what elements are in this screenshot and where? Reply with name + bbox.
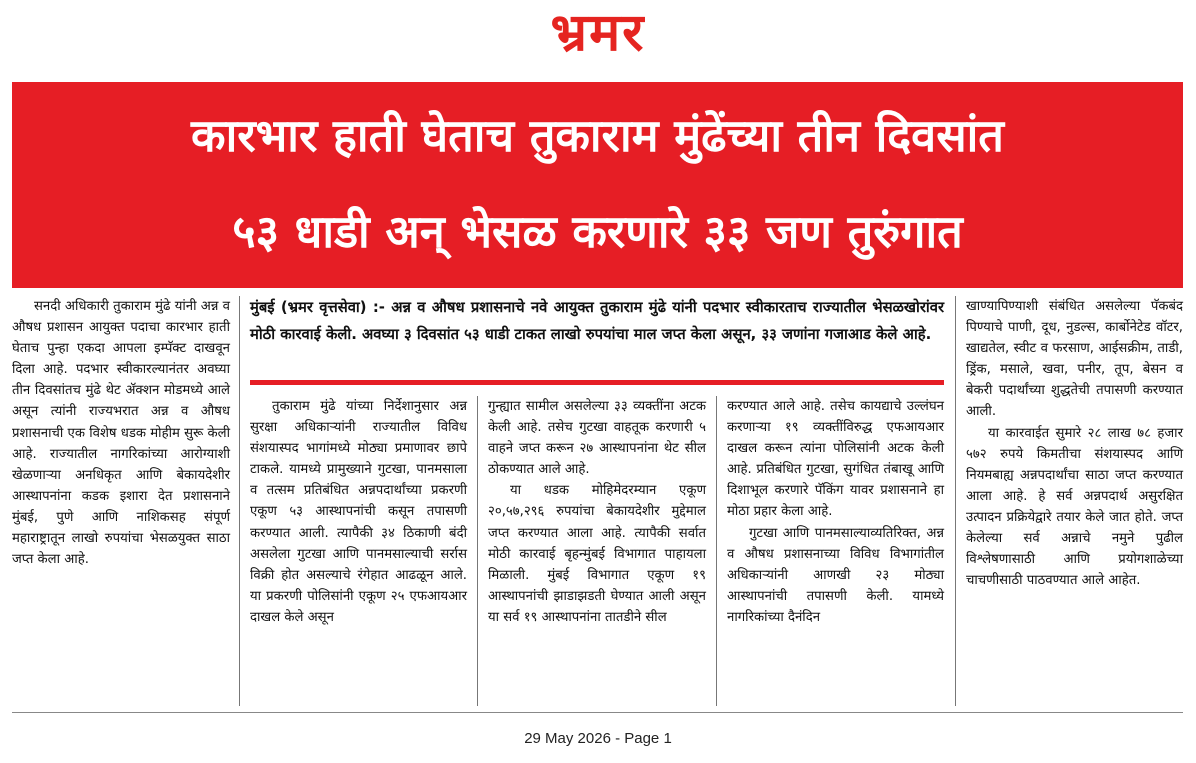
- article-column-1: [12, 296, 230, 570]
- column-3-text-a: गुन्ह्यात सामील असलेल्या ३३ व्यक्तींना अटक केली आहे. तसेच गुटखा वाहतूक करणारी ५ वाहने जप्त करून २७ आस्थापनांना थेट सील ठोकण्यात आले आहे.: [488, 399, 706, 478]
- column-5-text-a: खाण्यापिण्याशी संबंधित असलेल्या पॅकबंद पिण्याचे पाणी, दूध, नुडल्स, कार्बोनेटेड वॉटर, खाद्यतेल, स्वीट व फरसाण, आईसक्रीम, ताडी, ड्रिंक, मसाले, खवा, पनीर, तूप, बेसन व बेकरी पदार्थांच्या शुद्धतेची तपासणी करण्यात आली.: [966, 299, 1183, 420]
- column-3-text-b: या धडक मोहिमेदरम्यान एकूण २०,५७,२९६ रुपयांचा बेकायदेशीर मुद्देमाल जप्त करण्यात आला आहे. त्यापैकी सर्वात मोठी कारवाई बृहन्मुंबई विभागात पाहायला मिळाली. मुंबई विभागात एकूण १९ आस्थापनांची झाडाझडती घेण्यात आली असून या सर्व १९ आस्थापनांना तातडीने सील: [488, 483, 706, 625]
- lead-dateline: मुंबई (भ्रमर वृत्तसेवा) :-: [250, 299, 385, 316]
- column-2-text: तुकाराम मुंढे यांच्या निर्देशानुसार अन्न सुरक्षा अधिकाऱ्यांनी राज्यातील विविध संशयास्पद भागांमध्ये मोठ्या प्रमाणावर छापे टाकले. यामध्ये प्रामुख्याने गुटखा, पानमसाला व तत्सम प्रतिबंधित अन्नपदार्थांच्या प्रकरणी एकूण ५३ आस्थापनांची कसून तपासणी करण्यात आली. त्यापैकी ३४ ठिकाणी बंदी असलेला गुटखा आणि पानमसाल्याची सर्रास विक्री होत असल्याचे रंगेहात आढळून आले. या प्रकरणी पोलिसांनी एकूण २५ एफआयआर दाखल केले असून: [250, 399, 467, 625]
- article-column-3: [488, 396, 706, 628]
- masthead-title: भ्रमर: [550, 3, 646, 63]
- column-divider: [239, 296, 240, 706]
- headline-banner: [12, 82, 1183, 288]
- lead-paragraph: [250, 295, 944, 348]
- lead-text: अन्न व औषध प्रशासनाचे नवे आयुक्त तुकाराम मुंढे यांनी पदभार स्वीकारताच राज्यातील भेसळखोरांवर मोठी कारवाई केली. अवघ्या ३ दिवसांत ५३ धाडी टाकत लाखो रुपयांचा माल जप्त केला असून, ३३ जणांना गजाआड केले आहे.: [250, 299, 944, 343]
- headline-line-1: कारभार हाती घेताच तुकाराम मुंढेंच्या तीन दिवसांत: [191, 109, 1004, 162]
- article-column-2: [250, 396, 467, 628]
- article-column-4: [727, 396, 944, 628]
- article-column-5: [966, 296, 1183, 591]
- page-footer: 29 May 2026 - Page 1: [524, 730, 672, 747]
- headline-line-2: ५३ धाडी अन् भेसळ करणारे ३३ जण तुरुंगात: [232, 205, 963, 258]
- bottom-rule: [12, 712, 1183, 713]
- column-divider: [716, 396, 717, 706]
- column-1-text: सनदी अधिकारी तुकाराम मुंढे यांनी अन्न व औषध प्रशासन आयुक्त पदाचा कारभार हाती घेताच पुन्हा एकदा आपला इम्पॅक्ट दाखवून दिला आहे. पदभार स्वीकारल्यानंतर अवघ्या तीन दिवसांतच मुंढे थेट ॲक्शन मोडमध्ये आले असून त्यांनी राज्यभरात अन्न व औषध प्रशासनाची एक विशेष धडक मोहीम सुरू केली आहे. राज्यातील नागरिकांच्या आरोग्याशी खेळणाऱ्या अनधिकृत आणि बेकायदेशीर आस्थापनांना कडक इशारा देत प्रशासनाने मुंबई, पुणे आणि नाशिकसह संपूर्ण महाराष्ट्रातून लाखो रुपयांचा भेसळयुक्त साठा जप्त केला आहे.: [12, 299, 230, 568]
- column-4-text-b: गुटखा आणि पानमसाल्याव्यतिरिक्त, अन्न व औषध प्रशासनाच्या विविध विभागांतील अधिकाऱ्यांनी आणखी २३ मोठ्या आस्थापनांची तपासणी केली. यामध्ये नागरिकांच्या दैनंदिन: [727, 525, 944, 625]
- lead-underline: [250, 380, 944, 385]
- column-4-text-a: करण्यात आले आहे. तसेच कायद्याचे उल्लंघन करणाऱ्या १९ व्यक्तींविरुद्ध एफआयआर दाखल करून त्यांना पोलिसांनी अटक केली आहे. प्रतिबंधित गुटखा, सुगंधित तंबाखू आणि दिशाभूल करणारे पॅकिंग यावर प्रशासनाने हा मोठा प्रहार केला आहे.: [727, 399, 944, 520]
- masthead-logo: [0, 0, 1196, 72]
- column-divider: [955, 296, 956, 706]
- column-5-text-b: या कारवाईत सुमारे २८ लाख ७८ हजार ५७२ रुपये किमतीचा संशयास्पद आणि नियमबाह्य अन्नपदार्थांचा साठा जप्त करण्यात आला आहे. हे सर्व अन्नपदार्थ असुरक्षित उत्पादन प्रक्रियेद्वारे तयार केले जात होते. जप्त केलेल्या सर्व अन्नाचे नमुने पुढील विश्लेषणासाठी आणि प्रयोगशाळेच्या चाचणीसाठी पाठवण्यात आले आहेत.: [966, 425, 1183, 589]
- column-divider: [477, 396, 478, 706]
